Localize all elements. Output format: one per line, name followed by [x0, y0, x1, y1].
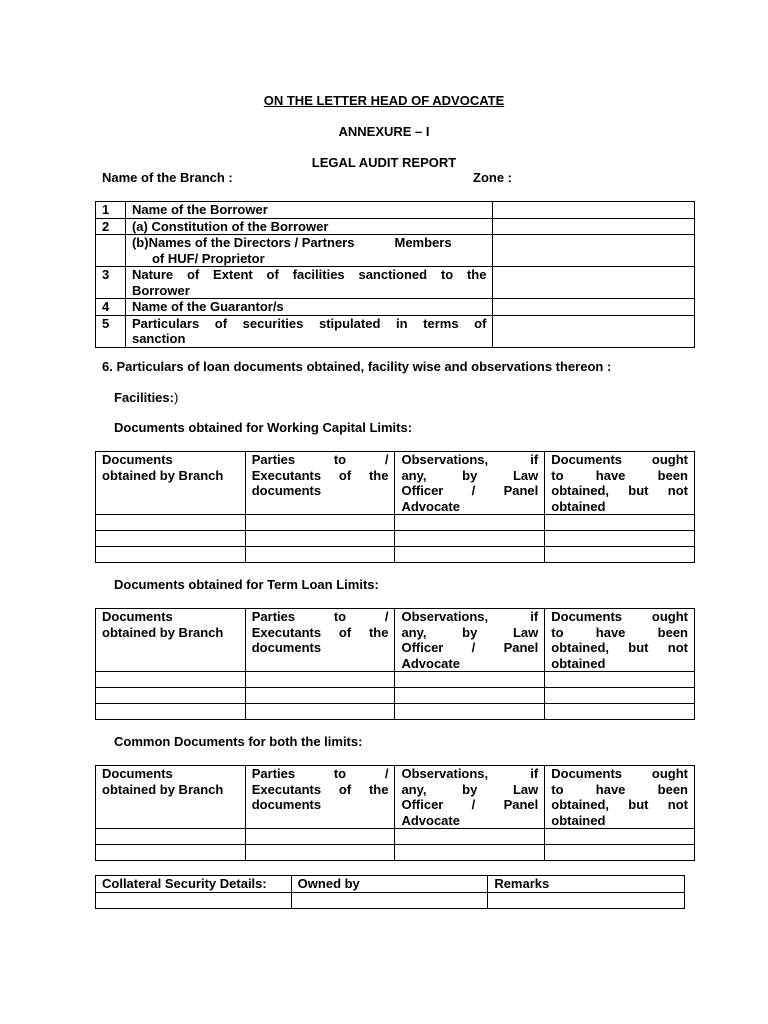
item-number: 5 [96, 315, 126, 347]
documents-obtained-header [96, 766, 246, 829]
header-line: obtained by Branch [102, 624, 224, 640]
common-documents-table [95, 765, 695, 861]
header-line: Documents ought [551, 452, 688, 467]
table-row [96, 299, 695, 316]
item-value-cell [493, 202, 695, 219]
header-line: Executants of the [251, 467, 389, 483]
item-label-line: Particulars of securities stipulated in terms of [131, 315, 487, 331]
collateral-details-header: Collateral Security Details: [96, 876, 292, 893]
table-row [96, 531, 695, 547]
empty-cell [96, 688, 246, 704]
working-capital-table [95, 451, 695, 563]
header-line: Parties to / [251, 766, 389, 781]
observations-header [395, 766, 545, 829]
header-line: Executants of the [251, 781, 389, 797]
table-row [96, 829, 695, 845]
header-line: Parties to / [251, 609, 389, 624]
owned-by-header: Owned by [291, 876, 488, 893]
header-line: Advocate [401, 498, 460, 514]
header-line: Officer / Panel [401, 483, 539, 498]
item-label-line: Nature of Extent of facilities sanctioned to the [131, 267, 487, 282]
empty-cell [96, 845, 246, 861]
annexure-heading: ANNEXURE – I [338, 124, 430, 139]
report-title: LEGAL AUDIT REPORT [311, 155, 457, 170]
term-loan-title: Documents obtained for Term Loan Limits: [114, 577, 379, 592]
header-line: to have been [551, 781, 688, 797]
empty-cell [395, 547, 545, 563]
empty-cell [245, 704, 395, 720]
facilities-text: Facilities: [114, 390, 174, 405]
empty-cell [291, 892, 488, 908]
empty-cell [545, 547, 695, 563]
zone-label: Zone : [473, 170, 512, 185]
documents-ought-header [545, 766, 695, 829]
item-label-line: sanction [131, 331, 186, 346]
empty-cell [96, 829, 246, 845]
header-line: obtained [551, 655, 606, 671]
working-capital-title: Documents obtained for Working Capital Limits: [114, 420, 413, 435]
empty-cell [545, 531, 695, 547]
collateral-table [95, 875, 685, 909]
header-line: documents [251, 797, 322, 812]
item-label-line: Borrower [131, 282, 190, 298]
item-label-cont: of HUF/ Proprietor [151, 250, 265, 266]
common-documents-title: Common Documents for both the limits: [114, 734, 363, 749]
table-row [96, 672, 695, 688]
header-line: obtained, but not [551, 640, 688, 655]
section-6-heading: 6. Particulars of loan documents obtained, facility wise and observations thereon : [102, 359, 612, 374]
table-row [96, 892, 685, 908]
table-row [96, 315, 695, 347]
table-row [96, 202, 695, 219]
item-value-cell [493, 299, 695, 316]
header-line: obtained by Branch [102, 781, 224, 797]
header-line: any, by Law [401, 781, 539, 797]
observations-header [395, 609, 545, 672]
header-line: obtained by Branch [102, 467, 224, 483]
item-number [96, 235, 126, 267]
empty-cell [96, 892, 292, 908]
item-value-cell [493, 267, 695, 299]
empty-cell [395, 704, 545, 720]
header-line: Advocate [401, 655, 460, 671]
header-line: obtained, but not [551, 483, 688, 498]
item-label-part: Members [394, 235, 452, 250]
item-label: (a) Constitution of the Borrower [125, 218, 493, 235]
item-number: 3 [96, 267, 126, 299]
empty-cell [395, 688, 545, 704]
empty-cell [96, 672, 246, 688]
table-header-row [96, 876, 685, 893]
table-row [96, 267, 695, 299]
facilities-label [114, 390, 178, 405]
empty-cell [245, 547, 395, 563]
branch-label: Name of the Branch : [102, 170, 233, 185]
item-label: Name of the Guarantor/s [125, 299, 493, 316]
header-line: Documents [102, 766, 173, 781]
parties-header [245, 452, 395, 515]
documents-obtained-header [96, 452, 246, 515]
table-header-row [96, 452, 695, 515]
empty-cell [545, 688, 695, 704]
header-line: documents [251, 640, 322, 655]
header-line: Executants of the [251, 624, 389, 640]
item-number: 4 [96, 299, 126, 316]
item-value-cell [493, 235, 695, 267]
letterhead-heading: ON THE LETTER HEAD OF ADVOCATE [263, 93, 505, 108]
header-line: Advocate [401, 812, 460, 828]
remarks-header: Remarks [488, 876, 685, 893]
empty-cell [488, 892, 685, 908]
header-line: Documents ought [551, 766, 688, 781]
header-line: obtained [551, 498, 606, 514]
observations-header [395, 452, 545, 515]
table-row [96, 845, 695, 861]
header-line: Parties to / [251, 452, 389, 467]
table-row [96, 688, 695, 704]
item-number: 2 [96, 218, 126, 235]
item-value-cell [493, 315, 695, 347]
empty-cell [245, 515, 395, 531]
item-label [125, 235, 493, 267]
empty-cell [245, 829, 395, 845]
item-label [125, 315, 493, 347]
item-label: Name of the Borrower [125, 202, 493, 219]
header-line: any, by Law [401, 624, 539, 640]
item-label [125, 267, 493, 299]
empty-cell [545, 672, 695, 688]
empty-cell [245, 845, 395, 861]
header-line: Observations, if [401, 609, 539, 624]
empty-cell [96, 515, 246, 531]
header-line: Documents [102, 609, 173, 624]
table-row [96, 515, 695, 531]
documents-obtained-header [96, 609, 246, 672]
empty-cell [96, 704, 246, 720]
header-line: obtained, but not [551, 797, 688, 812]
empty-cell [96, 547, 246, 563]
documents-ought-header [545, 609, 695, 672]
parties-header [245, 766, 395, 829]
empty-cell [545, 845, 695, 861]
header-line: Officer / Panel [401, 797, 539, 812]
header-line: to have been [551, 467, 688, 483]
empty-cell [245, 672, 395, 688]
table-header-row [96, 766, 695, 829]
header-line: Documents [102, 452, 173, 467]
empty-cell [96, 531, 246, 547]
header-line: any, by Law [401, 467, 539, 483]
table-row [96, 547, 695, 563]
empty-cell [245, 531, 395, 547]
borrower-details-table [95, 201, 695, 348]
table-header-row [96, 609, 695, 672]
empty-cell [545, 515, 695, 531]
header-line: Officer / Panel [401, 640, 539, 655]
term-loan-table [95, 608, 695, 720]
empty-cell [395, 829, 545, 845]
item-label-part: (b)Names of the Directors / Partners [131, 235, 355, 250]
documents-ought-header [545, 452, 695, 515]
header-line: Observations, if [401, 766, 539, 781]
empty-cell [395, 845, 545, 861]
table-row [96, 235, 695, 267]
empty-cell [545, 829, 695, 845]
header-line: to have been [551, 624, 688, 640]
header-line: obtained [551, 812, 606, 828]
item-value-cell [493, 218, 695, 235]
header-line: Documents ought [551, 609, 688, 624]
empty-cell [545, 704, 695, 720]
empty-cell [245, 688, 395, 704]
facilities-paren: ) [173, 390, 179, 405]
table-row [96, 218, 695, 235]
table-row [96, 704, 695, 720]
empty-cell [395, 515, 545, 531]
item-number: 1 [96, 202, 126, 219]
header-line: Observations, if [401, 452, 539, 467]
header-line: documents [251, 483, 322, 498]
parties-header [245, 609, 395, 672]
empty-cell [395, 531, 545, 547]
empty-cell [395, 672, 545, 688]
